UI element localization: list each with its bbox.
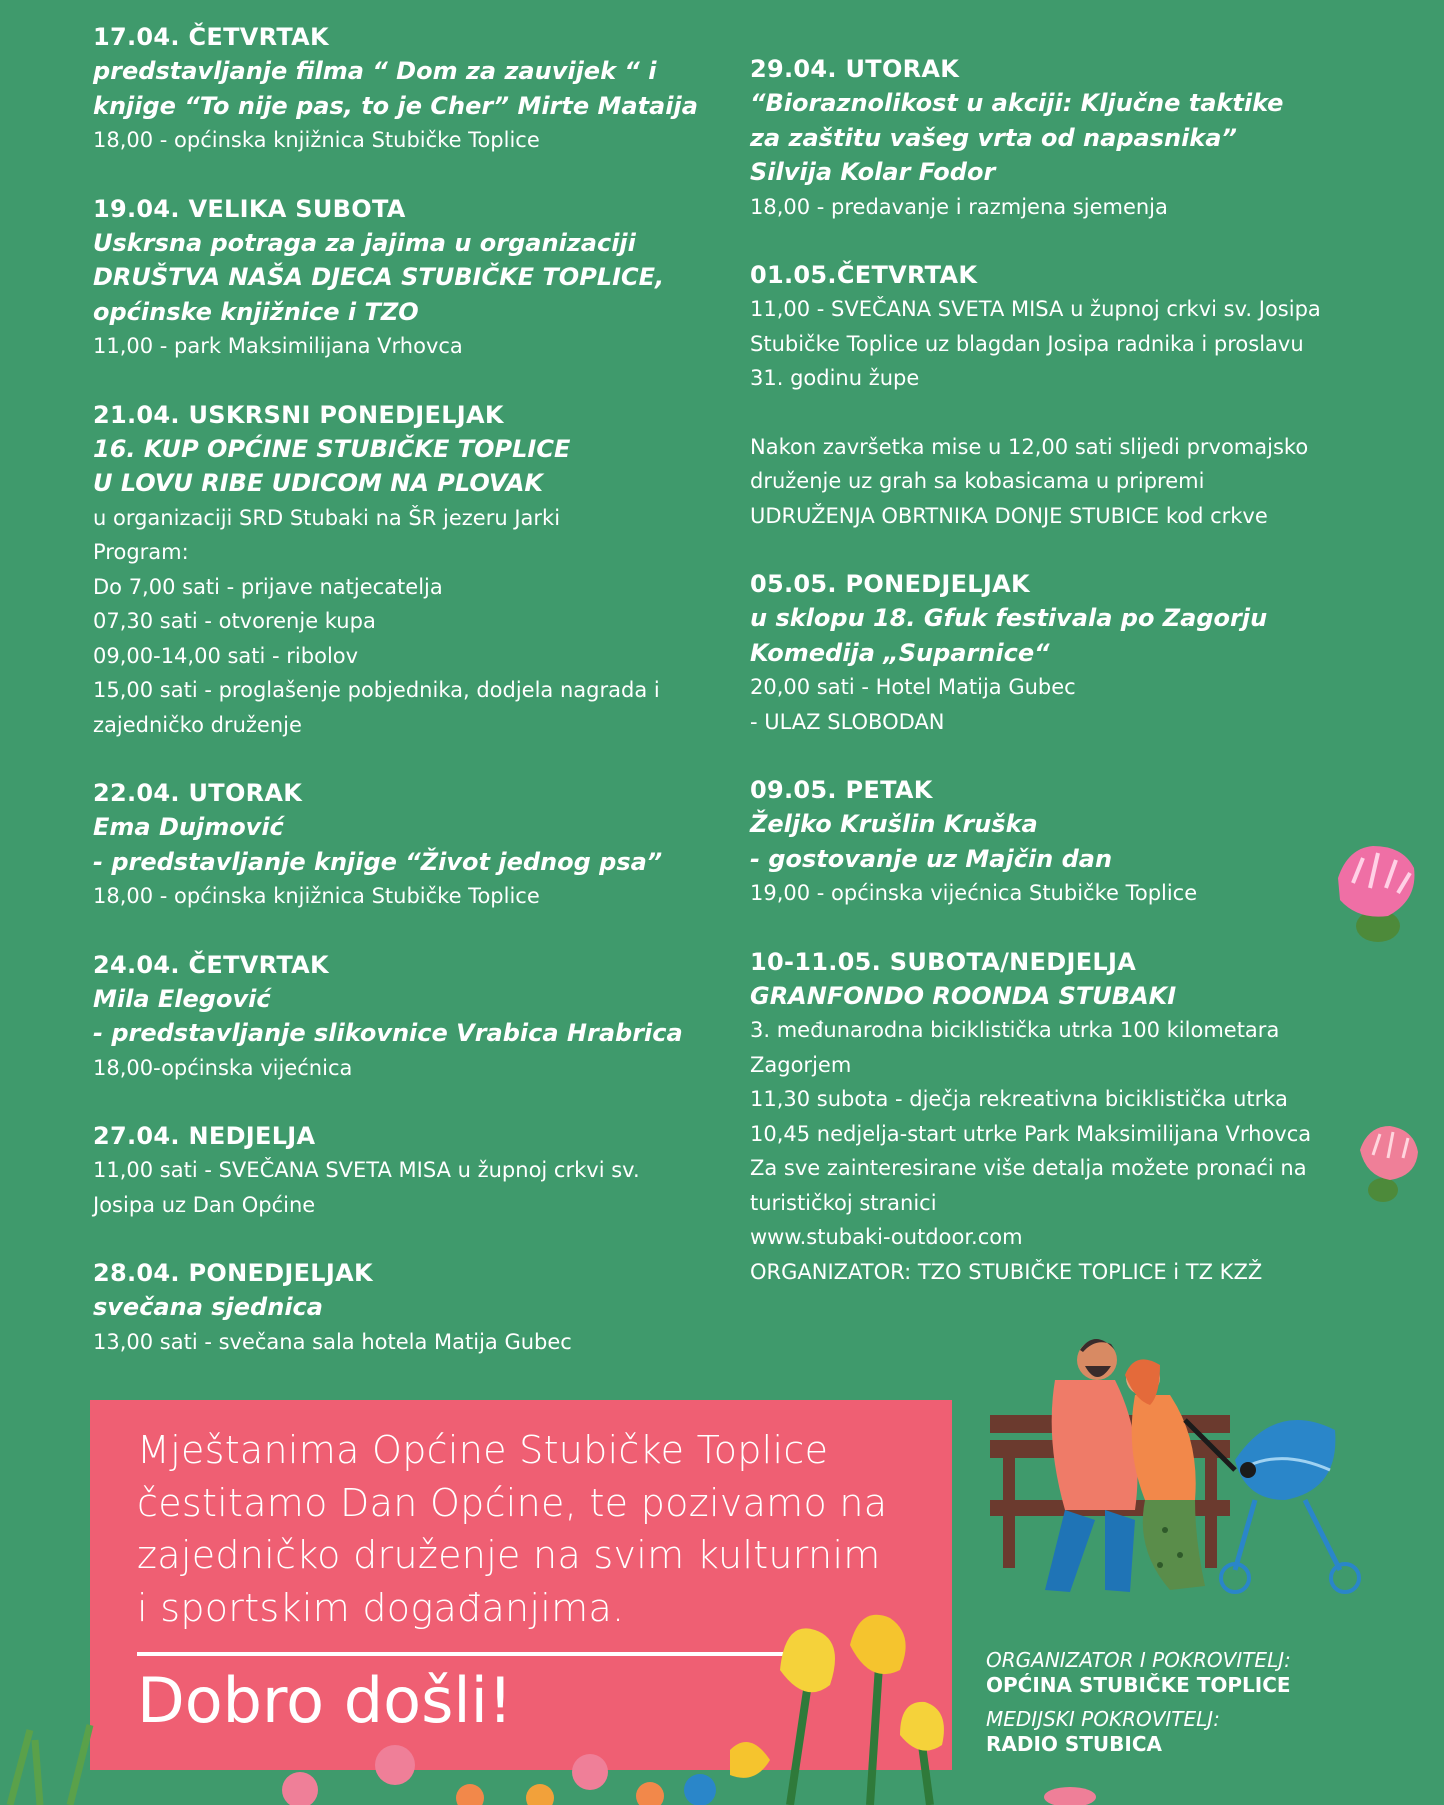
event-title: Silvija Kolar Fodor bbox=[750, 158, 996, 186]
media-sponsor-label: MEDIJSKI POKROVITELJ: bbox=[986, 1707, 1220, 1731]
couple-bench-stroller-illustration bbox=[985, 1320, 1415, 1620]
welcome-heading: Dobro došli! bbox=[137, 1664, 513, 1737]
event-title: “Bioraznolikost u akciji: Ključne taktike bbox=[750, 89, 1284, 117]
event-24-04 bbox=[93, 948, 713, 1086]
organizer-name: OPĆINA STUBIČKE TOPLICE bbox=[986, 1673, 1291, 1697]
event-title: Mila Elegović bbox=[93, 984, 271, 1013]
banner-line: čestitamo Dan Općine, te pozivamo na bbox=[137, 1480, 888, 1525]
left-events-column bbox=[93, 20, 713, 1393]
event-title: - predstavljanje knjige “Život jednog psa” bbox=[93, 847, 663, 876]
event-detail: - ULAZ SLOBODAN bbox=[750, 709, 945, 734]
banner-line: i sportskim događanjima. bbox=[137, 1585, 625, 1630]
event-09-05 bbox=[750, 773, 1370, 911]
event-detail: 20,00 sati - Hotel Matija Gubec bbox=[750, 675, 1076, 699]
event-detail: 11,00 sati - SVEČANA SVETA MISA u župnoj crkvi sv. bbox=[93, 1158, 640, 1182]
event-detail: 19,00 - općinska vijećnica Stubičke Toplice bbox=[750, 881, 1198, 905]
event-detail: 11,00 - SVEČANA SVETA MISA u župnoj crkvi sv. Josipa bbox=[750, 297, 1321, 321]
event-title: U LOVU RIBE UDICOM NA PLOVAK bbox=[93, 469, 543, 497]
event-27-04 bbox=[93, 1119, 713, 1222]
event-detail: Josipa uz Dan Općine bbox=[93, 1192, 316, 1217]
event-date: 19.04. VELIKA SUBOTA bbox=[93, 194, 406, 223]
event-detail: 18,00-općinska vijećnica bbox=[93, 1055, 353, 1080]
event-detail: 3. međunarodna biciklistička utrka 100 kilometara bbox=[750, 1018, 1280, 1042]
event-detail: 18,00 - općinska knjižnica Stubičke Toplice bbox=[93, 884, 540, 908]
event-22-04 bbox=[93, 776, 713, 914]
event-detail: 07,30 sati - otvorenje kupa bbox=[93, 609, 376, 633]
pink-flower-corner-illustration bbox=[1040, 1785, 1100, 1805]
event-detail: Do 7,00 sati - prijave natjecatelja bbox=[93, 574, 443, 599]
event-19-04 bbox=[93, 192, 713, 364]
bottom-flowers-illustration bbox=[0, 1720, 740, 1805]
event-date: 17.04. ČETVRTAK bbox=[93, 23, 329, 51]
event-title: za zaštitu vašeg vrta od napasnika” bbox=[750, 123, 1237, 152]
event-date: 10-11.05. SUBOTA/NEDJELJA bbox=[750, 947, 1137, 976]
event-title: - gostovanje uz Majčin dan bbox=[750, 844, 1113, 873]
event-title: Željko Krušlin Kruška bbox=[750, 810, 1038, 838]
event-29-04 bbox=[750, 52, 1370, 224]
event-title: - predstavljanje slikovnice Vrabica Hrabrica bbox=[93, 1019, 683, 1047]
event-05-05 bbox=[750, 567, 1370, 739]
event-detail: 10,45 nedjelja-start utrke Park Maksimilijana Vrhovca bbox=[750, 1121, 1312, 1146]
event-detail: 15,00 sati - proglašenje pobjednika, dodjela nagrada i bbox=[93, 678, 660, 702]
event-detail: turističkoj stranici bbox=[750, 1190, 937, 1215]
event-detail: 13,00 sati - svečana sala hotela Matija Gubec bbox=[93, 1329, 572, 1354]
event-detail: Zagorjem bbox=[750, 1052, 852, 1077]
organizer-label: ORGANIZATOR I POKROVITELJ: bbox=[986, 1648, 1291, 1672]
event-detail: 18,00 - općinska knjižnica Stubičke Toplice bbox=[93, 128, 540, 152]
event-detail: Stubičke Toplice uz blagdan Josipa radnika i proslavu bbox=[750, 331, 1304, 356]
credits-block bbox=[986, 1648, 1416, 1766]
event-detail: 31. godinu župe bbox=[750, 366, 920, 390]
event-title: knjige “To nije pas, to je Cher” Mirte Mataija bbox=[93, 91, 698, 120]
event-detail: zajedničko druženje bbox=[93, 712, 302, 737]
event-detail: u organizaciji SRD Stubaki na ŠR jezeru Jarki bbox=[93, 505, 561, 530]
event-date: 01.05.ČETVRTAK bbox=[750, 261, 978, 289]
event-detail: 11,30 subota - dječja rekreativna biciklistička utrka bbox=[750, 1087, 1288, 1111]
event-title: svečana sjednica bbox=[93, 1293, 323, 1321]
event-detail: Za sve zainteresirane više detalja možete pronaći na bbox=[750, 1156, 1307, 1180]
event-detail: 18,00 - predavanje i razmjena sjemenja bbox=[750, 194, 1168, 219]
event-date: 29.04. UTORAK bbox=[750, 55, 960, 83]
right-events-column bbox=[750, 52, 1370, 1323]
event-detail: druženje uz grah sa kobasicama u pripremi bbox=[750, 469, 1205, 493]
website-link[interactable]: www.stubaki-outdoor.com bbox=[750, 1225, 1023, 1249]
event-28-04 bbox=[93, 1256, 713, 1359]
event-date: 09.05. PETAK bbox=[750, 776, 933, 804]
pink-flower-illustration bbox=[1318, 838, 1428, 948]
event-title: 16. KUP OPĆINE STUBIČKE TOPLICE bbox=[93, 434, 571, 463]
event-date: 05.05. PONEDJELJAK bbox=[750, 570, 1030, 598]
banner-line: zajedničko druženje na svim kulturnim bbox=[137, 1533, 881, 1577]
media-sponsor-name: RADIO STUBICA bbox=[986, 1732, 1163, 1756]
event-title: GRANFONDO ROONDA STUBAKI bbox=[750, 981, 1177, 1010]
event-title: općinske knjižnice i TZO bbox=[93, 297, 419, 326]
pink-flower-small-illustration bbox=[1348, 1120, 1428, 1210]
event-detail: 11,00 - park Maksimilijana Vrhovca bbox=[93, 334, 463, 358]
event-detail: UDRUŽENJA OBRTNIKA DONJE STUBICE kod crkve bbox=[750, 503, 1268, 528]
event-10-11-05 bbox=[750, 945, 1370, 1290]
yellow-tulips-illustration bbox=[730, 1610, 970, 1805]
spacer bbox=[750, 396, 1370, 430]
event-date: 24.04. ČETVRTAK bbox=[93, 950, 329, 979]
event-17-04 bbox=[93, 20, 713, 158]
event-title: Ema Dujmović bbox=[93, 813, 284, 841]
event-title: u sklopu 18. Gfuk festivala po Zagorju bbox=[750, 604, 1268, 632]
banner-line: Mještanima Općine Stubičke Toplice bbox=[137, 1428, 829, 1472]
event-detail: 09,00-14,00 sati - ribolov bbox=[93, 643, 359, 668]
event-01-05 bbox=[750, 258, 1370, 533]
event-date: 28.04. PONEDJELJAK bbox=[93, 1259, 373, 1287]
event-date: 22.04. UTORAK bbox=[93, 779, 303, 807]
event-title: Uskrsna potraga za jajima u organizaciji bbox=[93, 228, 636, 257]
event-21-04 bbox=[93, 398, 713, 743]
event-title: Komedija „Suparnice“ bbox=[750, 638, 1050, 667]
event-title: predstavljanje filma “ Dom za zauvijek “ i bbox=[93, 57, 657, 85]
event-detail: Nakon završetka mise u 12,00 sati slijedi prvomajsko bbox=[750, 434, 1309, 459]
event-title: DRUŠTVA NAŠA DJECA STUBIČKE TOPLICE, bbox=[93, 263, 665, 291]
event-detail: Program: bbox=[93, 540, 189, 564]
event-date: 21.04. USKRSNI PONEDJELJAK bbox=[93, 400, 504, 429]
event-detail: ORGANIZATOR: TZO STUBIČKE TOPLICE i TZ KZŽ bbox=[750, 1259, 1263, 1284]
event-date: 27.04. NEDJELJA bbox=[93, 1122, 316, 1150]
